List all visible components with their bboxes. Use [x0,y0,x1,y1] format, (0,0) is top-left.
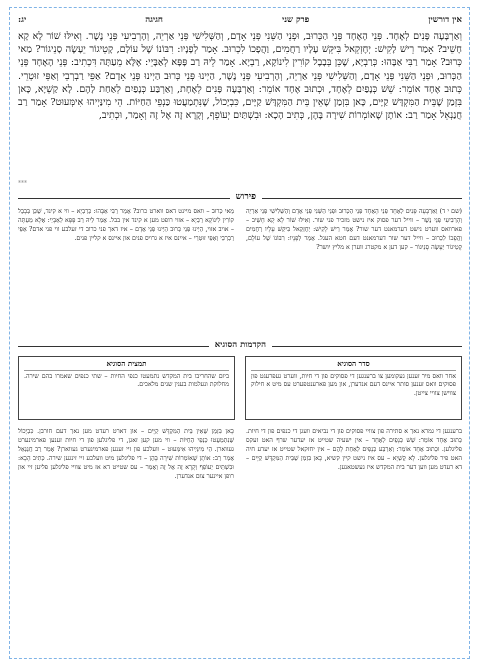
header-center: פרק שני [281,15,310,25]
sugya-summary-title: תמצית הסוגיא [24,360,229,371]
explanation-column-left: כָּאן בִּזְמַן שֶׁאֵין בֵּית הַמִּקְדָּשׁ קַיָּים – און דארט רעדט מען נאך דעם חורבן. כִּבְיָכוֹל שֶׁנִּתְמַעֲטוּ כַּנְפֵי הַחַיּוֹת – ווי מען קען זאגן, די פליגלען פון די חיות זענען פארמינערט געווארן. הֵי מִינַּיְיהוּ אִימְּעוּט – וועלכע פון זיי זענען פארמינערט געווארן? אָמַר רַב חֲנַנְאֵל אָמַר רַב: אוֹתָן שֶׁאוֹמְרוֹת שִׁירָה בָּהֶן – די פליגלען מיט וועלכע זיי זינגען שירה. כְּתִיב הָכָא: וּבִשְׁתַּיִם יְעוֹפֵף וְקָרָא זֶה אֶל זֶה וְאָמַר – עס שטייט דא אז מיט צוויי פליגלען פליען זיי און רופן איינער צום אנדערן. [18,428,234,480]
gemara-text-block [18,30,462,180]
pirush-column-right: (שם י ד) וְאַרְבָּעָה פָּנִים לְאֶחָד פְּנֵי הָאֶחָד פְּנֵי הַכְּרוּב וּפְנֵי הַשֵּׁנִי פְּנֵי אָדָם וְהַשְּׁלִישִׁי פְּנֵי אַרְיֵה וְהָרְבִיעִי פְּנֵי נֶשֶׁר – ווייל דער פסוק איז נישט מזכיר פני שור. וְאִילּוּ שׁוֹר לָא קָא חָשֵׁיב – פארוואס ווערט נישט דערמאנט דער שור? אָמַר רֵישׁ לָקִישׁ: יְחֶזְקֵאל בִּיקֵּשׁ עָלָיו רַחֲמִים וַהֲפָכוֹ לִכְרוּב – ווייל דער שור דערמאנט דעם חטא העגל. אָמַר לְפָנָיו: רִבּוֹנוֹ שֶׁל עוֹלָם, קָטֵיגוֹר יֵעָשֶׂה סָנֵיגוֹר – קען דען א מקטרג ווערן א מליץ יושר? [246,208,462,251]
intro-label: הקדמות הסוגיא [209,339,272,350]
header-left: חגיגה [145,15,163,25]
intro-heading [18,340,462,352]
sugya-order-box [245,356,462,420]
page-header [18,14,462,28]
page-number: יג: [18,15,27,25]
intro-boxes [18,356,462,420]
section-mark: *** [18,180,27,187]
explanation-columns [18,428,462,638]
pirush-heading [18,192,462,204]
sugya-order-title: סדר הסוגיא [251,360,456,371]
header-right: אין דורשין [428,15,462,25]
sugya-order-text: אחר וואס מיר זענען געקומען צו ברענגען די פסוקים פון די חיות, ווערט געפרעגט פון פסוקים וואס זענען סותר איינס דעם אנדערן, און מען פארענטפערט עס מיט א חילוק צווישן צוויי צייטן. [251,372,456,397]
sugya-summary-text: ביום שהחריבו בית המקדש נתמעטו כנפי החיות – שתי כנפים שאמרו בהם שירה. מחלוקת ונעלמות בענין שנים מלאכים. [24,372,229,389]
sugya-summary-box [18,356,235,420]
pirush-columns [18,208,462,336]
pirush-column-left: מַאי כְּרוּב – וואס מיינט דאס ווארט כרוב? אָמַר רַבִּי אַבָּהוּ: כְּרַבְיָא – ווי א קינד, שֶׁכֵּן בְּבָבֶל קוֹרִין לִינוֹקָא רַבְיָא – אזוי רופט מען א קינד אין בבל. אָמַר לֵיהּ רַב פָּפָּא לְאַבָּיֵי: אֶלָּא מֵעַתָּה – אויב אזוי, הַיְינוּ פְּנֵי כְּרוּב הַיְינוּ פְּנֵי אָדָם – איז דאך פני כרוב די זעלבע ווי פני אדם? אַפֵּי רַבְרְבֵי וְאַפֵּי זוּטְרֵי – איינס איז א גרויס פנים און איינס א קליין פנים. [18,208,234,242]
gemara-text: וְאַרְבָּעָה פָּנִים לְאֶחָד. פְּנֵי הָאֶחָד פְּנֵי הַכְּרוּב, וּפְנֵי הַשֵּׁנִי פְּנֵי אָדָם, וְהַשְּׁלִישִׁי פְּנֵי אַרְיֵה, וְהָרְבִיעִי פְּנֵי נֶשֶׁר. וְאִילּוּ שׁוֹר לָא קָא חָשֵׁיב? אָמַר רֵישׁ לָקִישׁ: יְחֶזְקֵאל בִּיקֵּשׁ עָלָיו רַחֲמִים, וַהֲפָכוֹ לִכְרוּב. אָמַר לְפָנָיו: רִבּוֹנוֹ שֶׁל עוֹלָם, קָטֵיגוֹר יֵעָשֶׂה סָנֵיגוֹר? מַאי כְּרוּב? אָמַר רַבִּי אַבָּהוּ: כְּרַבְיָא, שֶׁכֵּן בְּבָבֶל קוֹרִין לִינוֹקָא, רַבְיָא. אָמַר לֵיהּ רַב פָּפָּא לְאַבָּיֵי: אֶלָּא מֵעַתָּה דִּכְתִיב: פְּנֵי הָאֶחָד פְּנֵי הַכְּרוּב, וּפְנֵי הַשֵּׁנִי פְּנֵי אָדָם, וְהַשְּׁלִישִׁי פְּנֵי אַרְיֵה, וְהָרְבִיעִי פְּנֵי נֶשֶׁר, הַיְינוּ פְּנֵי כְּרוּב הַיְינוּ פְּנֵי אָדָם? אַפֵּי רַבְרְבֵי וְאַפֵּי זוּטְרֵי. כְּתוּב אֶחָד אוֹמֵר: שֵׁשׁ כְּנָפַיִם לְאֶחָד, וּכְתוּב אֶחָד אוֹמֵר: וְאַרְבָּעָה פָּנִים לְאֶחָת, וְאַרְבַּע כְּנָפַיִם לְאַחַת לָהֶם. לָא קַשְׁיָא, כָּאן בִּזְמַן שֶׁבֵּית הַמִּקְדָּשׁ קַיָּים, כָּאן בִּזְמַן שֶׁאֵין בֵּית הַמִּקְדָּשׁ קַיָּים, כִּבְיָכוֹל, שֶׁנִּתְמַעֲטוּ כַּנְפֵי הַחַיּוֹת. הֵי מִינַּיְיהוּ אִימְּעוּט? אָמַר רַב חֲנַנְאֵל אָמַר רַב: אוֹתָן שֶׁאוֹמְרוֹת שִׁירָה בָּהֶן, כְּתִיב הָכָא: וּבִשְׁתַּיִם יְעוֹפֵף, וְקָרָא זֶה אֶל זֶה וְאָמַר, וּכְתִיב, [18,31,462,122]
explanation-column-right: ברענגען די גמרא נאך א סתירה פון צוויי פסוקים פון די נביאים וועגן די כנפים פון די חיות. כְּתוּב אֶחָד אוֹמֵר: שֵׁשׁ כְּנָפַיִם לְאֶחָד – אין ישעיה שטייט אז יעדער שרף האט זעקס פליגלען. וּכְתוּב אֶחָד אוֹמֵר: וְאַרְבַּע כְּנָפַיִם לְאַחַת לָהֶם – אין יחזקאל שטייט אז יעדע חיה האט פיר פליגלען. לָא קַשְׁיָא – עס איז נישט קיין קשיא, כָּאן בִּזְמַן שֶׁבֵּית הַמִּקְדָּשׁ קַיָּים – דא רעדט מען ווען דער בית המקדש איז געשטאנען. [246,428,462,471]
pirush-label: פירוש [230,191,262,202]
